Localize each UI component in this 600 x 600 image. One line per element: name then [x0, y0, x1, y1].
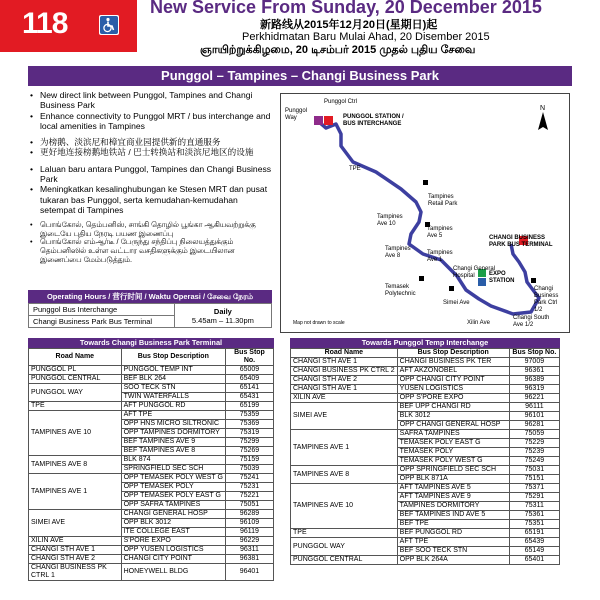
bus-stop-number-cell: 96319: [509, 385, 559, 394]
road-name-cell: SIMEI AVE: [291, 403, 398, 430]
bus-stop-description-cell: AFT TAMPINES AVE 5: [397, 484, 509, 493]
map-label-tampines-ave-5: Tampines Ave 5: [427, 226, 453, 239]
bus-stop-description-cell: CHANGI BUSINESS PK TER: [397, 358, 509, 367]
road-name-cell: PUNGGOL CENTRAL: [291, 556, 398, 565]
road-name-cell: CHANGI STH AVE 1: [291, 385, 398, 394]
bus-stop-number-cell: 75031: [509, 466, 559, 475]
compass-icon: [538, 105, 548, 130]
mrt-icon: [314, 116, 323, 125]
bus-stop-number-cell: 96311: [225, 546, 273, 555]
table-row: [29, 564, 274, 581]
place-marker: [423, 180, 428, 185]
bus-stop-description-cell: OPP TEMASEK POLY WEST G: [121, 474, 225, 483]
map-label-simei-ave: Simei Ave: [443, 300, 470, 306]
bus-stop-description-cell: BEF TAMPINES AVE 9: [121, 438, 225, 447]
bus-stop-description-cell: BEF SOO TECK STN: [397, 547, 509, 556]
bus-stop-description-cell: BEF TAMPINES IND AVE 5: [397, 511, 509, 520]
bus-stop-number-cell: 65199: [225, 402, 273, 411]
table-row: [291, 403, 560, 412]
map-label-expo-station: EXPO STATION: [489, 271, 515, 284]
bus-stop-description-cell: BEF PUNGGOL RD: [397, 529, 509, 538]
bus-stop-description-cell: OPP TEMASEK POLY: [121, 483, 225, 492]
bus-stop-number-cell: 75311: [509, 502, 559, 511]
bus-stop-number-cell: 65439: [509, 538, 559, 547]
intro-text: [28, 90, 274, 270]
title-english: New Service From Sunday, 20 December 2015: [150, 0, 542, 17]
table-row: [29, 537, 274, 546]
bus-stop-number-cell: 65431: [225, 393, 273, 402]
intro-item: • பொங்கோல் எம்ஆர்டீ / பேருந்து சந்திப்பு நிலையத்துக்கும் தெம்பனிஸில் உள்ள வட்டார வசதிகளுக்கும் இடையிலான இணைப்பை மேம்படுத்தும்.: [28, 238, 274, 264]
intro-item: • பொங்கோல், தெம்பனிஸ், சாங்கி தொழில் பூங்கா ஆகியவற்றுக்கு இடையே புதிய நேரடி பயண இணைப்பு: [28, 221, 274, 238]
hours-row-label: Punggol Bus Interchange: [29, 304, 175, 316]
title-chinese: 新路线从2015年12月20日(星期日)起: [260, 19, 438, 31]
intro-item: • Meningkatkan kesalinghubungan ke Stesen MRT dan pusat tukaran bas Punggol, serta kemudahan-kemudahan setempat di Tampines: [28, 184, 274, 215]
map-label-punggol-way: Punggol Way: [285, 108, 308, 121]
bus-stop-description-cell: BEF TAMPINES AVE 8: [121, 447, 225, 456]
place-marker: [531, 278, 536, 283]
bus-stop-number-cell: 75239: [509, 448, 559, 457]
header: [0, 0, 600, 62]
intro-item: • New direct link between Punggol, Tampines and Changi Business Park: [28, 90, 274, 111]
bus-stop-number-cell: 75151: [509, 475, 559, 484]
table-body: [29, 366, 274, 581]
bus-stop-number-cell: 75051: [225, 501, 273, 510]
bus-stop-description-cell: OPP BLK 3012: [121, 519, 225, 528]
map-scale-note: Map not drawn to scale: [293, 320, 345, 326]
bus-stop-number-cell: 75229: [509, 439, 559, 448]
road-name-cell: TAMPINES AVE 8: [291, 466, 398, 484]
road-name-cell: TAMPINES AVE 1: [29, 474, 122, 510]
map-label-tampines-ave-1: Tampines Ave 1: [427, 250, 453, 263]
map-label-tpe: TPE: [349, 166, 361, 172]
bus-stop-description-cell: PUNGGOL TEMP INT: [121, 366, 225, 375]
bus-stop-number-cell: 75059: [509, 430, 559, 439]
bus-stop-number-cell: 96389: [509, 376, 559, 385]
bus-stop-number-cell: 65401: [509, 556, 559, 565]
intro-item: • Enhance connectivity to Punggol MRT / bus interchange and local amenities in Tampines: [28, 111, 274, 132]
bus-stop-description-cell: TAMPINES DORMITORY: [397, 502, 509, 511]
table-row: [29, 510, 274, 519]
bus-stop-number-cell: 65141: [225, 384, 273, 393]
intro-item: • 更好地连接榜鹅地铁站 / 巴士转换站和淡滨尼地区的设施: [28, 147, 274, 157]
map-label-punggol-station: PUNGGOL STATION / BUS INTERCHANGE: [343, 114, 404, 127]
road-name-cell: PUNGGOL CENTRAL: [29, 375, 122, 384]
map-label-temasek-polytechnic: Temasek Polytechnic: [385, 284, 416, 297]
bus-stop-description-cell: S'PORE EXPO: [121, 537, 225, 546]
bus-stop-description-cell: OPP SPRINGFIELD SEC SCH: [397, 466, 509, 475]
bus-stop-description-cell: BLK 874: [121, 456, 225, 465]
bus-stop-description-cell: OPP CHANGI GENERAL HOSP: [397, 421, 509, 430]
bus-stop-description-cell: SPRINGFIELD SEC SCH: [121, 465, 225, 474]
hours-daily: [174, 304, 271, 328]
road-name-cell: CHANGI BUSINESS PK CTRL 1: [29, 564, 122, 581]
bus-stop-description-cell: CHANGI CITY POINT: [121, 555, 225, 564]
route-map: [280, 93, 570, 333]
bus-stop-description-cell: TEMASEK POLY WEST G: [397, 457, 509, 466]
bus-stop-description-cell: OPP SAFRA TAMPINES: [121, 501, 225, 510]
map-label-changi-bp-ctrl: Changi Business Park Ctrl 1/2: [534, 286, 559, 313]
service-badge: [0, 0, 137, 52]
table-row: [291, 358, 560, 367]
bus-stop-description-cell: OPP BLK 264A: [397, 556, 509, 565]
stops-table-towards-punggol: [290, 338, 560, 565]
road-name-cell: TPE: [29, 402, 122, 411]
map-label-changi-general-hospital: Changi General Hospital: [453, 266, 496, 279]
road-name-cell: XILIN AVE: [291, 394, 398, 403]
bus-stop-description-cell: SOO TECK STN: [121, 384, 225, 393]
table-row: [29, 402, 274, 411]
hours-row-label: Changi Business Park Bus Terminal: [29, 316, 175, 328]
road-name-cell: SIMEI AVE: [29, 510, 122, 537]
intro-tamil: [28, 221, 274, 264]
route-line: [319, 122, 539, 314]
map-label-changi-south: Changi South Ave 1/2: [513, 315, 550, 328]
bus-stop-number-cell: 75249: [509, 457, 559, 466]
table-row: [291, 394, 560, 403]
bus-stop-description-cell: OPP TAMPINES DORMITORY: [121, 429, 225, 438]
bus-stop-number-cell: 75241: [225, 474, 273, 483]
route-map-drawing: [281, 94, 570, 333]
bus-stop-number-cell: 75221: [225, 492, 273, 501]
bus-stop-description-cell: OPP HNS MICRO SILTRONIC: [121, 420, 225, 429]
bus-stop-description-cell: AFT TPE: [121, 411, 225, 420]
bus-stop-description-cell: HONEYWELL BLDG: [121, 564, 225, 581]
table-row: [291, 430, 560, 439]
table-row: [291, 466, 560, 475]
table-row: [29, 384, 274, 393]
wheelchair-accessible-icon: [99, 15, 119, 35]
map-label-tampines-ave-10: Tampines Ave 10: [377, 214, 403, 227]
road-name-cell: CHANGI STH AVE 1: [29, 546, 122, 555]
bus-stop-number-cell: 65009: [225, 366, 273, 375]
table-row: [291, 556, 560, 565]
bus-stop-description-cell: OPP CHANGI CITY POINT: [397, 376, 509, 385]
bus-stop-number-cell: 96289: [225, 510, 273, 519]
table-row: [29, 375, 274, 384]
road-name-cell: CHANGI BUSINESS PK CTRL 2: [291, 367, 398, 376]
hours-daily-label: Daily: [213, 306, 232, 316]
bus-stop-description-cell: BLK 3012: [397, 412, 509, 421]
title-malay: Perkhidmatan Baru Mulai Ahad, 20 Disember 2015: [242, 31, 490, 43]
service-number: 118: [22, 7, 68, 40]
intro-english: [28, 90, 274, 131]
bus-stop-number-cell: 96109: [225, 519, 273, 528]
col-header: Bus Stop Description: [397, 349, 509, 358]
col-header: Bus Stop Description: [121, 349, 225, 366]
bus-stop-number-cell: 75369: [225, 420, 273, 429]
intro-item: • 为榜鹅、淡滨尼和樟宜商业园提供新的直通服务: [28, 137, 274, 147]
bus-stop-number-cell: 97009: [509, 358, 559, 367]
intro-chinese: [28, 137, 274, 158]
place-marker: [449, 286, 454, 291]
table-row: [291, 385, 560, 394]
road-name-cell: TAMPINES AVE 10: [29, 411, 122, 456]
bus-stop-number-cell: 75319: [225, 429, 273, 438]
road-name-cell: TAMPINES AVE 1: [291, 430, 398, 466]
bus-stop-number-cell: 75359: [225, 411, 273, 420]
hours-daily-time: 5.45am – 11.30pm: [191, 315, 254, 325]
col-header: Bus Stop No.: [509, 349, 559, 358]
bus-stop-number-cell: 96281: [509, 421, 559, 430]
table-row: [291, 484, 560, 493]
table-row: [29, 546, 274, 555]
map-label-tampines-retail-park: Tampines Retail Park: [428, 194, 458, 207]
map-label-xilin-ave: Xilin Ave: [467, 320, 490, 326]
bus-stop-number-cell: 65149: [509, 547, 559, 556]
table-row: [29, 555, 274, 564]
road-name-cell: TAMPINES AVE 10: [291, 484, 398, 529]
bus-stop-description-cell: SAFRA TAMPINES: [397, 430, 509, 439]
road-name-cell: PUNGGOL WAY: [29, 384, 122, 402]
bus-stop-number-cell: 75351: [509, 520, 559, 529]
bus-stop-description-cell: ITE COLLEGE EAST: [121, 528, 225, 537]
bus-icon: [324, 116, 333, 125]
map-label-tampines-ave-8: Tampines Ave 8: [385, 246, 411, 259]
road-name-cell: PUNGGOL WAY: [291, 538, 398, 556]
table-row: [29, 366, 274, 375]
title-tamil: ஞாயிற்றுக்கிழமை, 20 டிசம்பர் 2015 முதல் புதிய சேவை: [200, 44, 476, 56]
table-title: Towards Punggol Temp Interchange: [290, 338, 560, 348]
road-name-cell: XILIN AVE: [29, 537, 122, 546]
table-row: [29, 456, 274, 465]
table-row: [29, 474, 274, 483]
bus-stop-description-cell: BEF BLK 264: [121, 375, 225, 384]
place-marker: [419, 276, 424, 281]
road-name-cell: CHANGI STH AVE 2: [291, 376, 398, 385]
road-name-cell: CHANGI STH AVE 2: [29, 555, 122, 564]
bus-stop-description-cell: AFT TAMPINES AVE 9: [397, 493, 509, 502]
col-header: Road Name: [29, 349, 122, 366]
bus-stop-number-cell: 65191: [509, 529, 559, 538]
table-title: Towards Changi Business Park Terminal: [28, 338, 274, 348]
operating-hours-title: Operating Hours / 营行时间 / Waktu Operasi / சேவை நேரம்: [28, 290, 272, 303]
road-name-cell: TAMPINES AVE 8: [29, 456, 122, 474]
bus-stop-description-cell: YUSEN LOGISTICS: [397, 385, 509, 394]
bus-stop-description-cell: AFT AKZONOBEL: [397, 367, 509, 376]
bus-stop-number-cell: 75231: [225, 483, 273, 492]
bus-stop-number-cell: 75291: [509, 493, 559, 502]
bus-stop-description-cell: TEMASEK POLY: [397, 448, 509, 457]
bus-stop-number-cell: 75039: [225, 465, 273, 474]
bus-stop-number-cell: 96381: [225, 555, 273, 564]
col-header: Bus Stop No.: [225, 349, 273, 366]
bus-stop-number-cell: 75269: [225, 447, 273, 456]
bus-stop-description-cell: OPP TEMASEK POLY EAST G: [121, 492, 225, 501]
bus-stop-description-cell: BEF TPE: [397, 520, 509, 529]
map-label-changi-bp-terminal: CHANGI BUSINESS PARK BUS TERMINAL: [489, 235, 553, 248]
operating-hours: [28, 290, 272, 328]
stops-table: [28, 348, 274, 581]
bus-stop-description-cell: OPP BLK 871A: [397, 475, 509, 484]
bus-stop-description-cell: AFT TPE: [397, 538, 509, 547]
stops-table: [290, 348, 560, 565]
bus-stop-description-cell: AFT PUNGGOL RD: [121, 402, 225, 411]
bus-stop-description-cell: OPP YUSEN LOGISTICS: [121, 546, 225, 555]
table-body: [291, 358, 560, 565]
bus-stop-number-cell: 96361: [509, 367, 559, 376]
route-title: Punggol – Tampines – Changi Business Park: [28, 66, 572, 86]
table-row: [291, 376, 560, 385]
svg-text:N: N: [540, 105, 546, 112]
bus-stop-description-cell: TEMASEK POLY EAST G: [397, 439, 509, 448]
bus-stop-number-cell: 65409: [225, 375, 273, 384]
road-name-cell: PUNGGOL PL: [29, 366, 122, 375]
table-row: [291, 538, 560, 547]
table-row: [291, 529, 560, 538]
operating-hours-table: [28, 303, 272, 328]
table-row: [29, 411, 274, 420]
map-label-punggol-ctrl: Punggol Ctrl: [324, 99, 358, 105]
stops-table-towards-changi: [28, 338, 274, 581]
bus-stop-number-cell: 75159: [225, 456, 273, 465]
bus-stop-number-cell: 75371: [509, 484, 559, 493]
bus-stop-number-cell: 75299: [225, 438, 273, 447]
bus-stop-number-cell: 96221: [509, 394, 559, 403]
bus-stop-number-cell: 96401: [225, 564, 273, 581]
bus-stop-number-cell: 96101: [509, 412, 559, 421]
bus-stop-description-cell: CHANGI GENERAL HOSP: [121, 510, 225, 519]
bus-stop-description-cell: BEF UPP CHANGI RD: [397, 403, 509, 412]
bus-stop-number-cell: 96229: [225, 537, 273, 546]
road-name-cell: CHANGI STH AVE 1: [291, 358, 398, 367]
intro-malay: [28, 164, 274, 215]
bus-stop-description-cell: TWIN WATERFALLS: [121, 393, 225, 402]
road-name-cell: TPE: [291, 529, 398, 538]
intro-item: • Laluan baru antara Punggol, Tampines dan Changi Business Park: [28, 164, 274, 185]
bus-stop-description-cell: OPP S'PORE EXPO: [397, 394, 509, 403]
bus-stop-number-cell: 75361: [509, 511, 559, 520]
bus-stop-number-cell: 96119: [225, 528, 273, 537]
table-row: [291, 367, 560, 376]
col-header: Road Name: [291, 349, 398, 358]
bus-stop-number-cell: 96111: [509, 403, 559, 412]
